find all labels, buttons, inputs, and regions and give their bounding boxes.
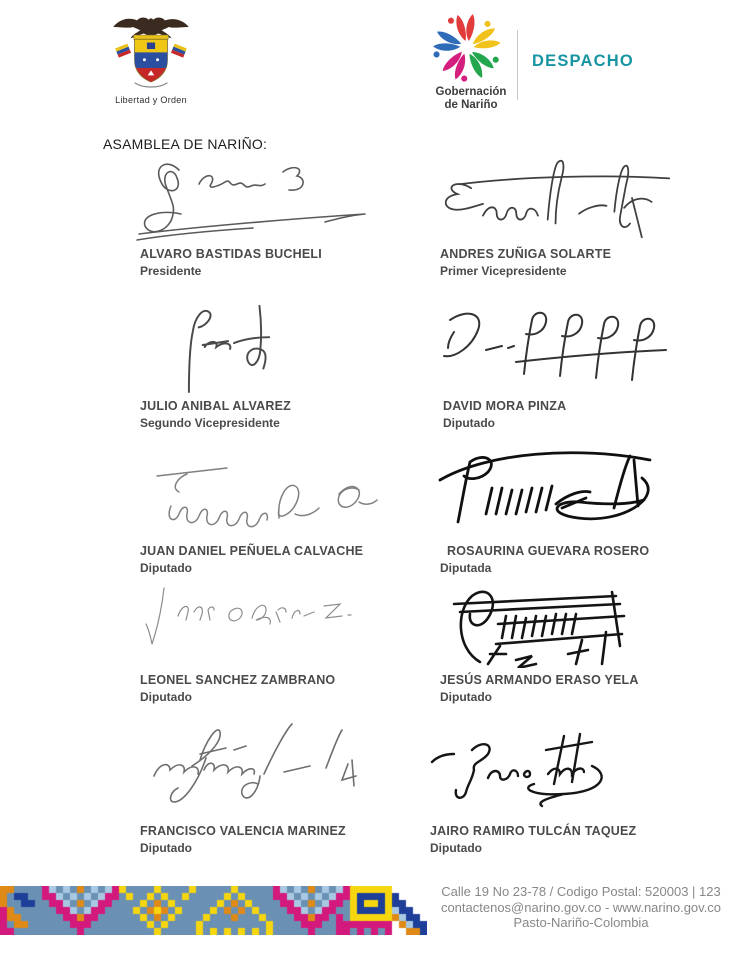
signatory-title: Diputado <box>440 690 492 704</box>
signatory-block <box>140 247 322 278</box>
logo-caption <box>416 86 526 112</box>
signatory-name: LEONEL SANCHEZ ZAMBRANO <box>140 673 336 687</box>
andean-pattern-band <box>0 886 427 935</box>
signatory-title: Presidente <box>140 264 202 278</box>
gobernacion-narino-logo-icon <box>424 12 510 88</box>
signatory-name: ANDRES ZUÑIGA SOLARTE <box>440 247 612 261</box>
signatory-title: Segundo Vicepresidente <box>140 416 280 430</box>
signatory-block <box>140 824 346 855</box>
banner <box>134 35 168 39</box>
condor-head <box>149 18 153 22</box>
signatory-name: ALVARO BASTIDAS BUCHELI <box>140 247 322 261</box>
signatory-title: Diputada <box>440 561 492 575</box>
signatory-name: JESÚS ARMANDO ERASO YELA <box>440 673 639 687</box>
signature-david-mora <box>420 302 670 384</box>
signatory-block <box>440 247 611 278</box>
signatory-name: FRANCISCO VALENCIA MARINEZ <box>140 824 346 838</box>
page-title: ASAMBLEA DE NARIÑO: <box>103 136 268 152</box>
logo-caption-line1: Gobernación <box>435 86 507 98</box>
signatory-name: ROSAURINA GUEVARA ROSERO <box>447 544 650 558</box>
signatory-name: DAVID MORA PINZA <box>443 399 567 413</box>
signatory-block <box>430 824 636 855</box>
signatory-name: JAIRO RAMIRO TULCÁN TAQUEZ <box>430 824 637 838</box>
signature-rosaurina-guevara <box>428 444 663 534</box>
signatory-title: Primer Vicepresidente <box>440 264 567 278</box>
colombia-coat-of-arms-icon <box>110 13 192 95</box>
signatory-block <box>140 673 335 704</box>
signatory-block <box>440 673 639 704</box>
logo-caption-line2: de Nariño <box>444 99 498 111</box>
signatory-title: Diputado <box>140 841 192 855</box>
coat-of-arms-caption: Libertad y Orden <box>115 95 187 105</box>
footer-address-line2: contactenos@narino.gov.co - www.narino.gov.co <box>440 899 722 915</box>
signatory-name: JUAN DANIEL PEÑUELA CALVACHE <box>140 544 364 558</box>
right-flags <box>171 44 187 58</box>
signatory-block <box>440 544 650 575</box>
signature-juan-penuela <box>143 452 378 532</box>
header-divider <box>517 30 518 100</box>
signatory-title: Diputado <box>140 690 192 704</box>
shield <box>135 39 168 82</box>
signature-alvaro-bastidas <box>133 154 373 242</box>
signatory-title: Diputado <box>140 561 192 575</box>
signatory-block <box>140 544 363 575</box>
footer-address <box>420 884 742 931</box>
footer-address-line3: Pasto-Nariño-Colombia <box>513 915 649 930</box>
logo-figure-magenta <box>438 45 477 83</box>
signatory-name: JULIO ANIBAL ALVAREZ <box>140 399 291 413</box>
signature-jesus-eraso <box>436 576 636 668</box>
signature-andres-zuniga <box>432 154 682 242</box>
footer-address-line1: Calle 19 No 23-78 / Codigo Postal: 520003 | 123 <box>441 884 721 899</box>
left-flags <box>115 44 131 58</box>
signatory-title: Diputado <box>443 416 495 430</box>
scroll <box>135 83 168 87</box>
signatory-title: Diputado <box>430 841 482 855</box>
signature-jairo-tulcan <box>424 726 624 808</box>
signature-francisco-valencia <box>134 716 369 814</box>
signatory-block <box>443 399 566 430</box>
signature-leonel-sanchez <box>134 582 369 654</box>
office-label: DESPACHO <box>532 52 634 70</box>
signatory-block <box>140 399 291 430</box>
signature-julio-alvarez <box>158 298 308 394</box>
